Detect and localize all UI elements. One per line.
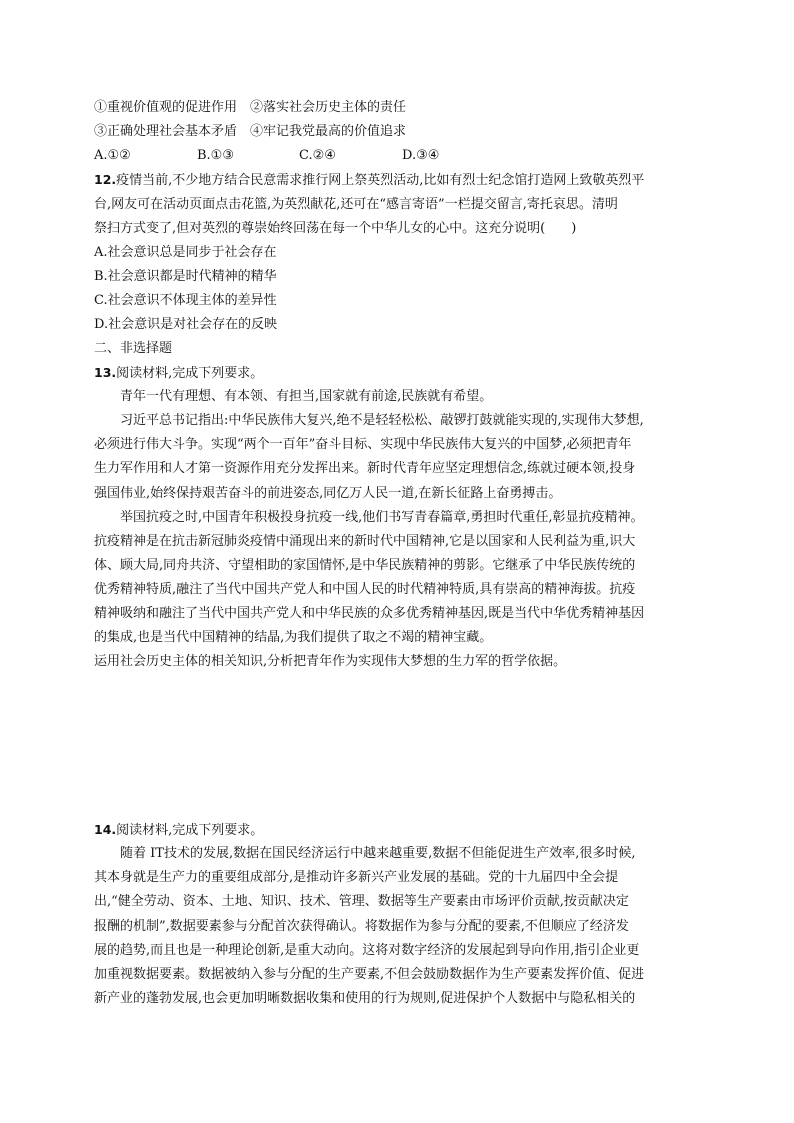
q14-para-line: 加重视数据要素。数据被纳入参与分配的生产要素,不但会鼓励数据作为生产要素发挥价值、促进 xyxy=(94,967,645,982)
q13-para-line: 必须进行伟大斗争。实现“两个一百年”奋斗目标、实现中华民族伟大复兴的中国梦,必须把青年 xyxy=(94,437,632,452)
q13-para-line: 精神吸纳和融注了当代中国共产党人和中华民族的众多优秀精神基因,既是当代中华优秀精神基因 xyxy=(94,606,645,621)
q12-stem-line-1: 12.疫情当前,不少地方结合民意需求推行网上祭英烈活动,比如有烈士纪念馆打造网上致敬英烈平 xyxy=(94,172,645,188)
q11-option-line-2: ③正确处理社会基本矛盾 ④牢记我党最高的价值追求 xyxy=(94,124,407,139)
q13-para-line: 强国伟业,始终保持艰苦奋斗的前进姿态,同亿万人民一道,在新长征路上奋勇搏击。 xyxy=(94,486,562,501)
q14-para-line: 其本身就是生产力的重要组成部分,是推动许多新兴产业发展的基础。党的十九届四中全会提 xyxy=(94,870,619,885)
q13-para-line: 体、顾大局,同舟共济、守望相助的家国情怀,是中华民族精神的剪影。它继承了中华民族传统的 xyxy=(94,558,636,573)
q11-choice-b[interactable]: B.①③ xyxy=(197,148,234,163)
q14-para-line: 展的趋势,而且也是一种理论创新,是重大动向。这将对数字经济的发展起到导向作用,指引企业更 xyxy=(94,943,640,958)
q13-para-line: 抗疫精神是在抗击新冠肺炎疫情中涌现出来的新时代中国精神,它是以国家和人民利益为重,识大 xyxy=(94,534,636,549)
q14-para-line: 新产业的蓬勃发展,也会更加明晰数据收集和使用的行为规则,促进保护个人数据中与隐私相关的 xyxy=(94,991,636,1006)
q13-number: 13. xyxy=(94,365,117,380)
section-title: 二、非选择题 xyxy=(94,341,173,356)
q13-intro: 13.阅读材料,完成下列要求。 xyxy=(94,365,264,381)
q13-question: 运用社会历史主体的相关知识,分析把青年作为实现伟大梦想的生力军的哲学依据。 xyxy=(94,654,567,669)
q12-stem-line-3: 祭扫方式变了,但对英烈的尊崇始终回荡在每一个中华儿女的心中。这充分说明( ) xyxy=(94,221,577,236)
q11-choice-a[interactable]: A.①② xyxy=(94,148,131,163)
q11-choices xyxy=(94,147,439,165)
q13-para-line: 优秀精神特质,融注了当代中国共产党人和中国人民的时代精神特质,具有崇高的精神海拔。抗疫 xyxy=(94,582,636,597)
q13-para-line: 举国抗疫之时,中国青年积极投身抗疫一线,他们书写青春篇章,勇担时代重任,彰显抗疫精神。 xyxy=(120,510,644,525)
q12-option-b[interactable]: B.社会意识都是时代精神的精华 xyxy=(94,269,277,284)
q14-para-line: 报酬的机制”,数据要素参与分配首次获得确认。将数据作为参与分配的要素,不但顺应了经济发 xyxy=(94,919,629,934)
q11-option-line-1: ①重视价值观的促进作用 ②落实社会历史主体的责任 xyxy=(94,100,407,115)
q14-number: 14. xyxy=(94,822,117,837)
q13-para-line: 习近平总书记指出:中华民族伟大复兴,绝不是轻轻松松、敲锣打鼓就能实现的,实现伟大梦想, xyxy=(120,413,644,428)
q12-number: 12. xyxy=(94,172,117,187)
q13-para-line: 的集成,也是当代中国精神的结晶,为我们提供了取之不竭的精神宝藏。 xyxy=(94,630,493,645)
q14-para-line: 出,“健全劳动、资本、土地、知识、技术、管理、数据等生产要素由市场评价贡献,按贡献决定 xyxy=(94,894,629,909)
q11-choice-c[interactable]: C.②④ xyxy=(299,148,336,163)
q14-para-line: 随着 IT技术的发展,数据在国民经济运行中越来越重要,数据不但能促进生产效率,很多时候, xyxy=(120,846,636,861)
q12-stem-line-2: 台,网友可在活动页面点击花篮,为英烈献花,还可在“感言寄语”一栏提交留言,寄托哀思。清明 xyxy=(94,197,618,212)
q13-para-line: 生力军作用和人才第一资源作用充分发挥出来。新时代青年应坚定理想信念,练就过硬本领,投身 xyxy=(94,461,636,476)
q13-para-line: 青年一代有理想、有本领、有担当,国家就有前途,民族就有希望。 xyxy=(120,389,493,404)
q12-option-c[interactable]: C.社会意识不体现主体的差异性 xyxy=(94,293,277,308)
q14-intro: 14.阅读材料,完成下列要求。 xyxy=(94,822,264,838)
q11-choice-d[interactable]: D.③④ xyxy=(402,148,440,163)
q12-option-d[interactable]: D.社会意识是对社会存在的反映 xyxy=(94,317,278,332)
q12-option-a[interactable]: A.社会意识总是同步于社会存在 xyxy=(94,245,277,260)
